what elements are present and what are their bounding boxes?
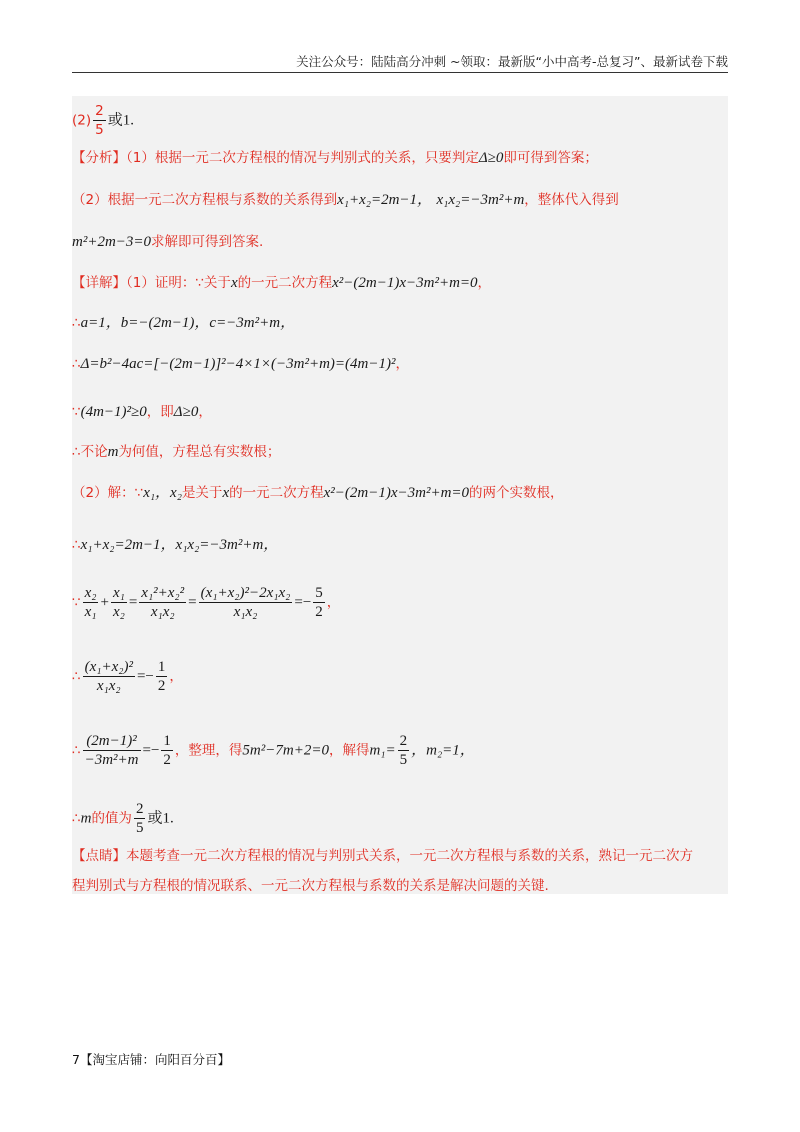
math-expr: 5m²−7m+2=0 (242, 742, 329, 759)
detail-text: 的一元二次方程 (237, 275, 333, 291)
detail-line-11 (72, 800, 174, 837)
math-expr: Δ≥0 (478, 150, 504, 166)
fraction (139, 584, 186, 621)
detail-text: 的值为 (91, 810, 132, 827)
fraction (199, 584, 293, 621)
frac-den: x₁x₂ (96, 678, 121, 694)
detail-tag: 【详解】 (72, 275, 126, 291)
comment-text: 程判别式与方程根的情况联系、一元二次方程根与系数的关系是解决问题的关键. (72, 878, 549, 894)
detail-text: ， (169, 668, 183, 685)
therefore-symbol: ∴ (72, 444, 81, 460)
detail-line-8: ∵ $\frac{\text{x₂}}{\text{x₁}}$ + $\frac{\text{x₁}}{\text{x₂}}$ = $\frac{\text{x₁²+x₂²}}{\text{x₁x₂}}$ = $\frac{\text{(x₁+x₂)²−2x₁x₂}}{\text{x₁x₂}}$ =− $\frac{5}{2}$ ， (72, 585, 341, 620)
frac-num: 2 (135, 801, 144, 817)
math-expr: x²−(2m−1)x−3m²+m=0 (332, 275, 478, 291)
frac-den: 5 (135, 820, 144, 836)
detail-text: ， (198, 404, 212, 420)
because-symbol: ∵ (72, 404, 81, 420)
frac-den: 2 (157, 678, 166, 694)
math-expr: x₁x₂=−3m²+m (436, 192, 525, 208)
fraction (134, 800, 146, 837)
frac-num: 2 (95, 103, 104, 119)
frac-num: x₁²+x₂² (141, 585, 185, 601)
detail-text: （2）解：∵ (72, 485, 144, 501)
detail-text: ，解得 (328, 742, 370, 759)
math-expr: 或1. (147, 810, 174, 827)
analysis-text: ，整体代入得到 (524, 192, 619, 208)
frac-num: 2 (399, 733, 408, 749)
therefore-symbol: ∴ (72, 356, 81, 372)
math-var: x (230, 275, 238, 291)
fraction (83, 732, 141, 769)
therefore-symbol: ∴ (72, 537, 81, 553)
detail-line-3 (72, 354, 409, 374)
math-var: m (107, 444, 119, 460)
fraction (398, 732, 410, 769)
fraction (156, 658, 168, 695)
detail-text: 的一元二次方程 (229, 485, 324, 501)
frac-num: 1 (163, 733, 171, 749)
detail-text: （1）证明：∵关于 (126, 275, 231, 291)
therefore-symbol: ∴ (72, 742, 81, 759)
detail-text: ，即 (146, 404, 174, 420)
comment-line-2 (72, 876, 549, 896)
frac-num: x₂ (84, 585, 97, 601)
detail-text: ， (477, 275, 492, 291)
frac-num: (x₁+x₂)² (84, 659, 133, 675)
frac-num: (x₁+x₂)²−2x₁x₂ (200, 585, 291, 601)
frac-den: 2 (163, 752, 171, 768)
frac-den: 5 (95, 122, 104, 138)
fraction (83, 658, 135, 695)
math-expr: x₁+x₂=2m−1， (337, 192, 433, 208)
frac-den: −3m²+m (84, 752, 139, 768)
comment-line-1 (72, 846, 693, 866)
math-expr: x²−(2m−1)x−3m²+m=0 (323, 485, 470, 501)
math-expr: ，m₂=1， (411, 742, 475, 759)
fraction (161, 732, 173, 769)
detail-line-2 (72, 313, 295, 333)
fraction (83, 584, 99, 621)
frac-num: 5 (315, 585, 323, 601)
frac-den: 2 (315, 604, 323, 620)
math-var: m (80, 810, 92, 827)
frac-num: 1 (157, 659, 166, 675)
analysis-line-3 (72, 232, 263, 252)
fraction (313, 584, 325, 621)
detail-text: 为何值，方程总有实数根； (118, 444, 281, 460)
detail-line-10: ∴ $\frac{\text{(2m−1)²}}{\text{−3m²+m}}$ =− $\frac{1}{2}$ ，整理，得5m²−7m+2=0，解得m₁= $\frac{2}{5}$ ，m₂=1， (72, 733, 475, 768)
analysis-tag: 【分析】 (72, 150, 126, 166)
detail-text: 是关于 (181, 485, 223, 501)
therefore-symbol: ∴ (72, 668, 81, 685)
math-expr: x₁，x₂ (143, 485, 182, 501)
detail-line-5 (72, 442, 280, 462)
detail-line-4 (72, 402, 212, 422)
detail-text: 的两个实数根， (469, 485, 564, 501)
frac-den: x₁x₂ (150, 604, 175, 620)
frac-den: x₁ (84, 604, 97, 620)
detail-text: 不论 (80, 444, 108, 460)
analysis-line-2 (72, 190, 619, 210)
analysis-text: 即可得到答案； (503, 150, 598, 166)
therefore-symbol: ∴ (72, 810, 81, 827)
page-header: 关注公众号：陆陆高分冲刺 ~领取：最新版“小中高考-总复习”、最新试卷下载 (296, 54, 728, 69)
frac-num: (2m−1)² (83, 732, 141, 751)
page-footer: 7【淘宝店铺：向阳百分百】 (72, 1052, 230, 1067)
answer-fraction (93, 102, 106, 139)
answer-part2 (72, 102, 134, 139)
detail-text: ， (326, 594, 341, 611)
because-symbol: ∵ (72, 594, 81, 611)
math-expr: x₁+x₂=2m−1，x₁x₂=−3m²+m， (80, 537, 279, 553)
math-expr: (4m−1)²≥0 (80, 404, 147, 420)
analysis-line-1 (72, 148, 598, 168)
detail-line-1 (72, 273, 491, 293)
math-var: x (222, 485, 230, 501)
header-divider (72, 72, 728, 73)
detail-line-7 (72, 535, 278, 555)
answer-prefix: (2) (72, 112, 92, 129)
fraction (111, 584, 127, 621)
analysis-text: （1）根据一元二次方程根的情况与判别式的关系，只要判定 (126, 150, 479, 166)
math-expr: Δ=b²−4ac=[−(2m−1)]²−4×1×(−3m²+m)=(4m−1)² (80, 356, 396, 372)
analysis-text: （2）根据一元二次方程根与系数的关系得到 (72, 192, 338, 208)
detail-line-9: ∴ $\frac{\text{(x₁+x₂)²}}{\text{x₁x₂}}$ =− $\frac{1}{2}$ ， (72, 659, 183, 694)
comment-text: 本题考查一元二次方程根的情况与判别式关系，一元二次方程根与系数的关系，熟记一元二次方 (126, 848, 693, 864)
frac-den: x₂ (112, 604, 125, 620)
detail-text: ， (395, 356, 409, 372)
frac-den: 5 (399, 752, 408, 768)
math-expr: m²+2m−3=0 (72, 234, 152, 250)
comment-tag: 【点睛】 (72, 848, 126, 864)
math-expr: a=1，b=−(2m−1)，c=−3m²+m， (80, 315, 296, 331)
frac-num: x₁ (112, 585, 125, 601)
therefore-symbol: ∴ (72, 315, 81, 331)
detail-line-6 (72, 483, 564, 503)
analysis-text: 求解即可得到答案. (151, 234, 264, 250)
detail-text: ，整理，得 (174, 742, 243, 759)
answer-suffix: 或1. (107, 112, 134, 129)
math-expr: Δ≥0 (173, 404, 199, 420)
frac-den: x₁x₂ (233, 604, 258, 620)
math-expr: m₁= (369, 742, 396, 759)
